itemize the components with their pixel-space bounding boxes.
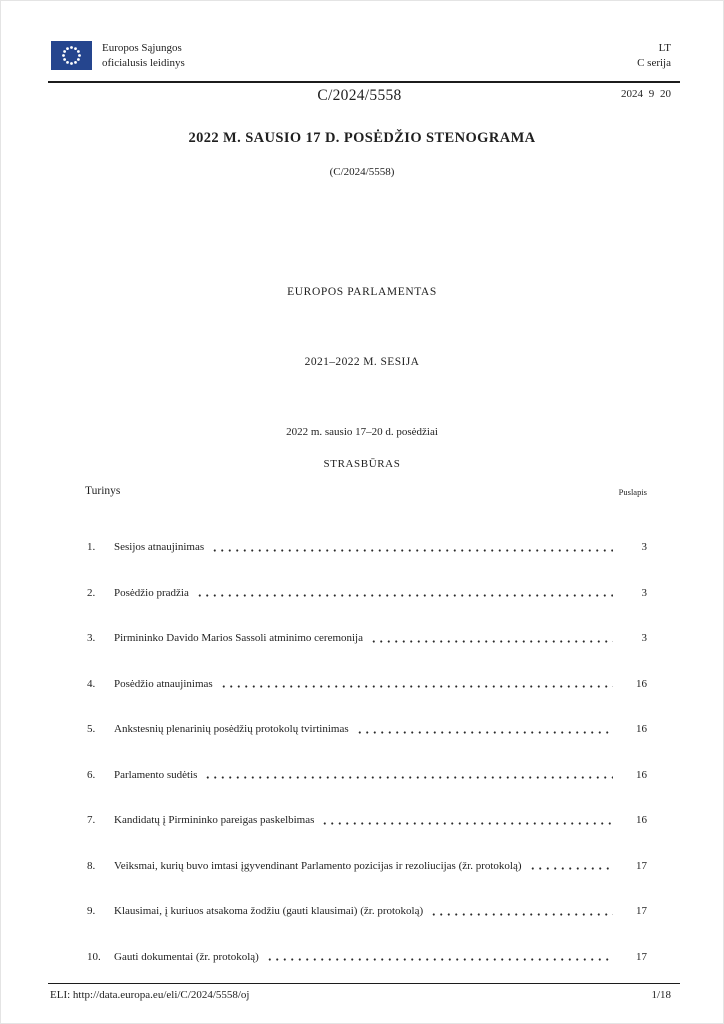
header-rule <box>48 81 680 83</box>
sittings-dates: 2022 m. sausio 17–20 d. posėdžiai <box>286 426 438 438</box>
edition-block <box>637 41 671 71</box>
toc-leader-dots <box>430 903 613 920</box>
document-number: C/2024/5558 <box>317 87 402 104</box>
toc-item-number: 9. <box>87 905 96 917</box>
toc-row <box>87 585 647 602</box>
toc-row <box>87 676 647 693</box>
toc-item-page: 16 <box>636 814 647 826</box>
document-number-row <box>48 87 671 107</box>
publisher-name-line1: Europos Sąjungos <box>102 42 182 54</box>
toc-item-number: 8. <box>87 859 96 872</box>
toc-item-page: 16 <box>636 768 647 781</box>
toc-leader-dots <box>204 767 613 784</box>
publication-date: 2024 9 20 <box>621 88 671 100</box>
toc-item-page: 17 <box>636 905 647 917</box>
toc-row <box>87 630 647 647</box>
toc-leader-dots <box>211 539 613 556</box>
toc-row <box>87 721 647 738</box>
toc-item-number: 1. <box>87 541 96 553</box>
toc-item-title: Sesijos atnaujinimas <box>114 541 205 553</box>
toc-item-page: 17 <box>636 859 647 872</box>
toc-leader-dots <box>220 676 613 693</box>
page-footer <box>50 989 671 1001</box>
toc-item-title: Posėdžio pradžia <box>114 586 189 599</box>
toc-item-number: 10. <box>87 950 101 963</box>
toc-leader-dots <box>321 812 613 829</box>
publisher-name-line2: oficialusis leidinys <box>102 57 185 69</box>
toc-item-title: Veiksmai, kurių buvo imtasi įgyvendinant Parlamento pozicijas ir rezoliucijas (žr. protokolą) <box>114 859 522 872</box>
toc-leader-dots <box>266 949 613 966</box>
toc-item-title: Pirmininko Davido Marios Sassoli atminimo ceremonija <box>114 632 363 644</box>
toc-leader-dots <box>196 585 613 602</box>
eli-link[interactable]: ELI: http://data.europa.eu/eli/C/2024/5558/oj <box>50 989 250 1001</box>
toc-heading: Turinys <box>85 485 121 497</box>
toc-row <box>87 949 647 966</box>
eu-flag-icon <box>51 41 92 70</box>
toc-item-page: 16 <box>636 723 647 735</box>
toc-item-title: Posėdžio atnaujinimas <box>114 677 213 690</box>
footer-rule <box>48 983 680 984</box>
toc-page-column-label: Puslapis <box>618 487 647 497</box>
toc-item-page: 3 <box>641 632 647 644</box>
toc-item-title: Kandidatų į Pirmininko pareigas paskelbimas <box>114 814 315 826</box>
toc-item-number: 2. <box>87 586 96 599</box>
publisher-block <box>51 41 185 71</box>
document-subtitle: (C/2024/5558) <box>329 166 395 178</box>
toc-row <box>87 858 647 875</box>
toc-row <box>87 539 647 556</box>
page-header <box>51 41 671 71</box>
toc-leader-dots <box>356 721 613 738</box>
toc-item-number: 4. <box>87 677 96 690</box>
toc-leader-dots <box>370 630 613 647</box>
toc-item-number: 6. <box>87 768 96 781</box>
page-number: 1/18 <box>651 989 671 1001</box>
document-title: 2022 M. SAUSIO 17 D. POSĖDŽIO STENOGRAMA <box>188 130 536 146</box>
toc-item-page: 17 <box>636 950 647 963</box>
institution-name: EUROPOS PARLAMENTAS <box>287 286 437 298</box>
toc-item-title: Gauti dokumentai (žr. protokolą) <box>114 950 259 963</box>
session-label: 2021–2022 M. SESIJA <box>304 356 420 368</box>
toc-header <box>85 485 647 497</box>
location-label: STRASBŪRAS <box>323 458 401 470</box>
toc-item-number: 5. <box>87 723 96 735</box>
toc-item-page: 3 <box>641 541 647 553</box>
series-label: C serija <box>637 57 671 69</box>
toc-item-number: 3. <box>87 632 96 644</box>
toc-item-number: 7. <box>87 814 96 826</box>
toc-item-title: Klausimai, į kuriuos atsakoma žodžiu (gauti klausimai) (žr. protokolą) <box>114 905 424 917</box>
language-code: LT <box>658 42 671 54</box>
toc-item-title: Parlamento sudėtis <box>114 768 198 781</box>
toc-list <box>87 539 647 965</box>
toc-row <box>87 903 647 920</box>
toc-item-title: Ankstesnių plenarinių posėdžių protokolų tvirtinimas <box>114 723 349 735</box>
toc-row <box>87 767 647 784</box>
toc-row <box>87 812 647 829</box>
toc-item-page: 16 <box>636 677 647 690</box>
toc-item-page: 3 <box>641 586 647 599</box>
toc-leader-dots <box>529 858 613 875</box>
